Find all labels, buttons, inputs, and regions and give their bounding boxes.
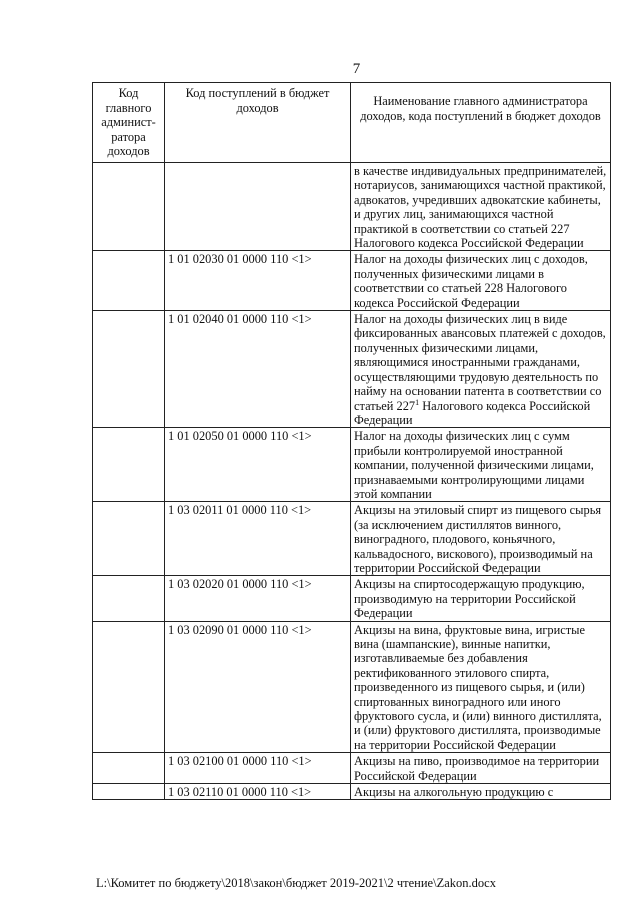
admin-name-text: Акцизы на алкогольную продукцию с bbox=[354, 785, 554, 800]
page-number: 7 bbox=[352, 61, 361, 77]
table-row bbox=[93, 753, 611, 784]
admin-name-text: Налог на доходы физических лиц с доходов, полученных физическими лицами в соответствии со статьей 228 Налогового кодекса Российской Федерации bbox=[354, 252, 588, 310]
admin-name-text: Акцизы на вина, фруктовые вина, игристые вина (шампанские), винные напитки, изготавливаемые без добавления ректификованного этилового спирта, произведенного из пищевого сырья, и (или) спиртованных виноградного или иного фруктового сусла, и (или) винного дистиллята, и (или) фруктового дистиллята, производимые на территории Российской Федерации bbox=[354, 622, 602, 752]
admin-name-cell bbox=[351, 784, 611, 800]
revenue-code-cell: 1 03 02110 01 0000 110 <1> bbox=[165, 784, 351, 800]
revenue-code-cell: 1 03 02020 01 0000 110 <1> bbox=[165, 576, 351, 621]
header-revenue-code-text: Код поступлений в бюджет доходов bbox=[185, 86, 330, 115]
header-admin-code-text: Код главного админист-ратора доходов bbox=[101, 86, 156, 159]
revenue-code-cell: 1 01 02040 01 0000 110 <1> bbox=[165, 311, 351, 428]
table-row bbox=[93, 576, 611, 621]
admin-code-cell bbox=[93, 251, 165, 311]
revenue-code-cell: 1 03 02100 01 0000 110 <1> bbox=[165, 753, 351, 784]
table-row bbox=[93, 784, 611, 800]
header-revenue-code bbox=[165, 83, 351, 163]
admin-name-text: Акцизы на спиртосодержащую продукцию, производимую на территории Российской Федерации bbox=[354, 577, 585, 621]
admin-code-cell bbox=[93, 784, 165, 800]
admin-name-cell bbox=[351, 163, 611, 251]
admin-name-cell bbox=[351, 428, 611, 502]
admin-code-cell bbox=[93, 576, 165, 621]
header-admin-code bbox=[93, 83, 165, 163]
admin-code-cell bbox=[93, 311, 165, 428]
table-row bbox=[93, 163, 611, 251]
table-header-row bbox=[93, 83, 611, 163]
table-row bbox=[93, 311, 611, 428]
table-row bbox=[93, 251, 611, 311]
file-path-footer: L:\Комитет по бюджету\2018\закон\бюджет 2019-2021\2 чтение\Zakon.docx bbox=[96, 876, 496, 890]
admin-name-text: Акцизы на этиловый спирт из пищевого сырья (за исключением дистиллятов винного, виноградного, плодового, коньячного, кальвадосного, вискового), производимый на территории Российской Федерации bbox=[354, 503, 602, 575]
admin-code-cell bbox=[93, 753, 165, 784]
revenue-code-cell: 1 03 02090 01 0000 110 <1> bbox=[165, 621, 351, 753]
admin-name-text: Налог на доходы физических лиц в виде фиксированных авансовых платежей с доходов, полученных физическими лицами, являющимися иностранными гражданами, осуществляющими трудовую деятельность по найму на основании патента в соответствии со статьей 227 bbox=[354, 312, 606, 413]
admin-name-cell bbox=[351, 502, 611, 576]
admin-name-text: в качестве индивидуальных предпринимателей, нотариусов, занимающихся частной практикой, адвокатов, учредивших адвокатские кабинеты, и других лиц, занимающихся частной практикой в соответствии со статьей 227 Налогового кодекса Российской Федерации bbox=[354, 164, 607, 251]
header-admin-name bbox=[351, 83, 611, 163]
admin-name-cell bbox=[351, 753, 611, 784]
revenue-code-cell: 1 03 02011 01 0000 110 <1> bbox=[165, 502, 351, 576]
header-admin-name-text: Наименование главного администратора доходов, кода поступлений в бюджет доходов bbox=[360, 94, 601, 123]
admin-name-cell bbox=[351, 621, 611, 753]
admin-name-cell bbox=[351, 251, 611, 311]
table-row bbox=[93, 621, 611, 753]
admin-code-cell bbox=[93, 502, 165, 576]
table-row bbox=[93, 502, 611, 576]
revenue-code-cell: 1 01 02050 01 0000 110 <1> bbox=[165, 428, 351, 502]
admin-name-cell bbox=[351, 311, 611, 428]
admin-code-cell bbox=[93, 163, 165, 251]
admin-name-text-tail: Налогового кодекса Российской Федерации bbox=[354, 398, 591, 427]
admin-code-cell bbox=[93, 428, 165, 502]
admin-name-text: Налог на доходы физических лиц с сумм прибыли контролируемой иностранной компании, полученной физическими лицами, признаваемыми контролирующими лицами этой компании bbox=[354, 429, 594, 501]
admin-name-cell bbox=[351, 576, 611, 621]
article-superscript: 1 bbox=[415, 397, 420, 407]
table-row bbox=[93, 428, 611, 502]
revenue-code-cell bbox=[165, 163, 351, 251]
admin-code-cell bbox=[93, 621, 165, 753]
admin-name-text: Акцизы на пиво, производимое на территории Российской Федерации bbox=[354, 754, 600, 783]
revenue-codes-table bbox=[92, 82, 611, 800]
revenue-code-cell: 1 01 02030 01 0000 110 <1> bbox=[165, 251, 351, 311]
